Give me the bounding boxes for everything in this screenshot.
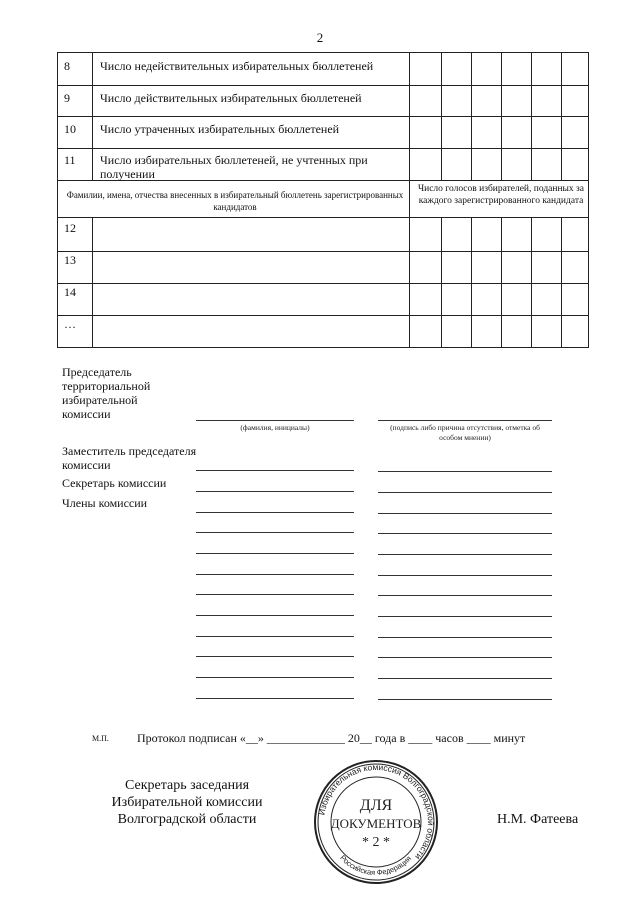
official-stamp	[312, 758, 440, 886]
candidate-row-number: 14	[64, 285, 76, 299]
col-divider	[92, 217, 93, 347]
row-label: Число действительных избирательных бюллетеней	[100, 91, 362, 105]
votes-header: Число голосов избирателей, поданных за каждого зарегистрированного кандидата	[417, 184, 585, 206]
candidate-row-number: 12	[64, 221, 76, 235]
signature-line	[378, 420, 552, 421]
protocol-signed-line: Протокол подписан «__» _____________ 20__ года в ____ часов ____ минут	[137, 731, 526, 745]
stamp-line1: ДЛЯ	[359, 797, 393, 814]
signer-name: Н.М. Фатеева	[497, 812, 579, 827]
digit-divider	[441, 217, 442, 347]
name-caption: (фамилия, инициалы)	[240, 423, 310, 432]
signature-line	[378, 575, 552, 576]
digit-divider	[561, 217, 562, 347]
results-table	[57, 52, 589, 348]
row-divider	[58, 251, 588, 252]
sign-caption: (подпись либо причина отсутствия, отметка об особом мнении)	[390, 423, 540, 442]
digit-divider	[561, 53, 562, 180]
digit-divider	[501, 53, 502, 180]
row-number: 9	[64, 91, 70, 105]
signature-line	[196, 553, 354, 554]
row-number: 11	[64, 153, 76, 167]
signature-line	[378, 637, 552, 638]
signature-line	[378, 533, 552, 534]
signature-line	[196, 636, 354, 637]
candidates-header: Фамилии, имена, отчества внесенных в избирательный бюллетень зарегистрированных кандидатов	[66, 190, 404, 212]
signature-line	[378, 616, 552, 617]
row-divider	[58, 217, 588, 218]
secretary-title: Секретарь заседания Избирательной комиссии Волгоградской области	[111, 778, 263, 827]
signature-line	[196, 491, 354, 492]
stamp-line3: * 2 *	[362, 835, 390, 850]
digit-divider	[441, 53, 442, 180]
row-label: Число утраченных избирательных бюллетеней	[100, 122, 340, 136]
signature-line	[196, 532, 354, 533]
digit-divider	[501, 217, 502, 347]
stamp-ring-text: Избирательная комиссия Волгоградской области	[316, 761, 437, 862]
page-number: 2	[316, 30, 324, 45]
signature-line	[378, 471, 552, 472]
signature-line	[378, 678, 552, 679]
col-divider	[92, 53, 93, 180]
candidate-row-number: 13	[64, 253, 76, 267]
members-label: Члены комиссии	[62, 496, 148, 510]
row-number: 8	[64, 59, 70, 73]
signature-line	[196, 420, 354, 421]
stamp-line2: ДОКУМЕНТОВ	[330, 816, 422, 831]
digit-divider	[531, 217, 532, 347]
signature-line	[378, 492, 552, 493]
row-divider	[58, 315, 588, 316]
signature-line	[378, 513, 552, 514]
stamp-place-label: М.П.	[92, 734, 109, 743]
row-divider	[58, 283, 588, 284]
row-number: 10	[64, 122, 76, 136]
secretary-label: Секретарь комиссии	[62, 476, 167, 490]
digit-divider	[471, 53, 472, 180]
row-label: Число избирательных бюллетеней, не учтенных при получении	[100, 153, 368, 181]
signature-line	[196, 512, 354, 513]
signature-line	[378, 595, 552, 596]
deputy-label: Заместитель председателя комиссии	[62, 444, 197, 472]
signature-line	[196, 574, 354, 575]
candidate-row-number: …	[64, 317, 76, 331]
row-divider	[58, 148, 588, 149]
signature-line	[378, 554, 552, 555]
signature-line	[196, 677, 354, 678]
row-label: Число недействительных избирательных бюллетеней	[100, 59, 374, 73]
signature-line	[196, 615, 354, 616]
signature-line	[196, 470, 354, 471]
row-divider	[58, 116, 588, 117]
signature-line	[196, 656, 354, 657]
signature-line	[196, 594, 354, 595]
digit-divider	[531, 53, 532, 180]
signature-line	[378, 699, 552, 700]
digit-divider	[471, 217, 472, 347]
chairman-label: Председатель территориальной избирательной комиссии	[62, 365, 151, 421]
row-divider	[58, 85, 588, 86]
stamp-bottom-text: Российская Федерация	[338, 853, 414, 878]
signature-line	[378, 657, 552, 658]
signature-line	[196, 698, 354, 699]
